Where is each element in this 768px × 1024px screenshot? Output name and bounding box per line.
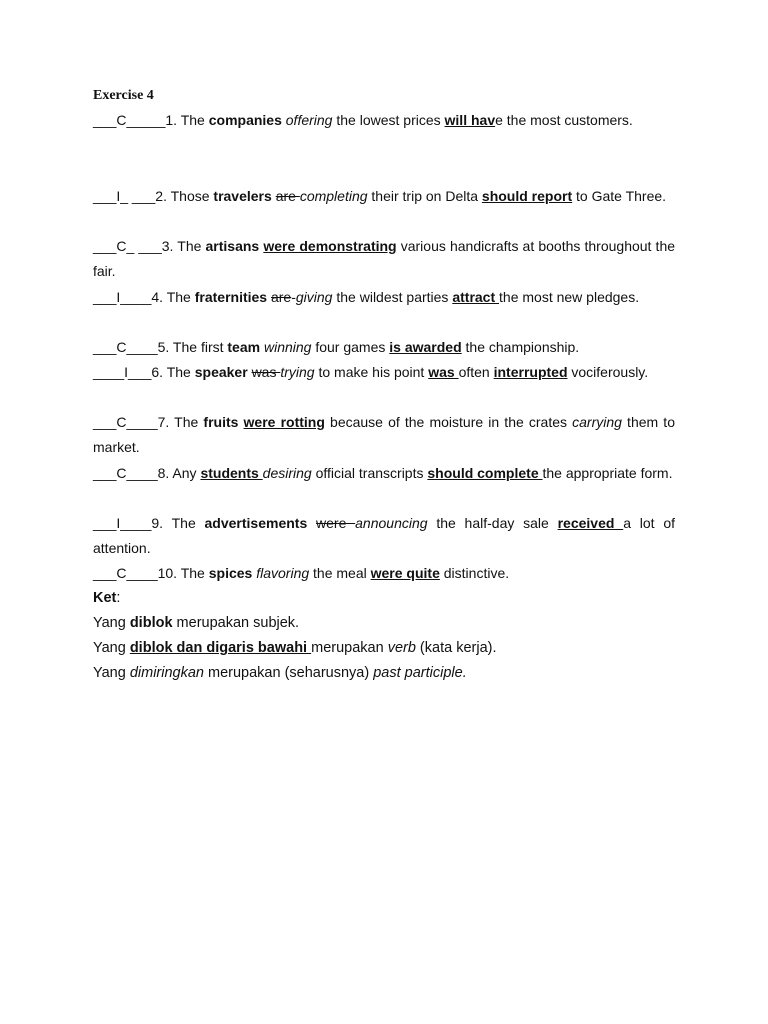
sentence-fragment: announcing xyxy=(355,515,428,531)
ket-colon: : xyxy=(116,590,121,606)
sentence-fragment: fraternities xyxy=(194,289,268,305)
exercise-item-5: ___C____5. The first team winning four games is awarded the championship. xyxy=(93,339,580,355)
sentence-fragment: are xyxy=(270,289,292,305)
sentence-fragment: should report xyxy=(481,188,573,204)
sentence-fragment: offering xyxy=(285,112,333,128)
sentence-fragment: trying xyxy=(280,364,315,380)
sentence-fragment: winning xyxy=(263,339,312,355)
exercise-item-4: ___I____4. The fraternities are-giving the wildest parties attract the most new pledges. xyxy=(93,289,640,305)
answer-blank: ___I____4. xyxy=(93,289,164,305)
answer-blank: ___C_____1. xyxy=(93,112,178,128)
ket-line-1: Yang diblok merupakan subjek. xyxy=(93,615,300,631)
sentence-fragment: received xyxy=(557,515,624,531)
sentence-fragment: was xyxy=(251,364,281,380)
sentence-fragment: giving xyxy=(295,289,333,305)
legend-fragment: past participle. xyxy=(373,665,467,681)
ket-heading xyxy=(93,586,675,611)
ket-label: Ket xyxy=(93,590,117,606)
answer-blank: ___I_ ___2. xyxy=(93,188,167,204)
sentence-fragment: completing xyxy=(299,188,368,204)
sentence-fragment: are xyxy=(275,188,300,204)
answer-blank: ___I____9. xyxy=(93,515,164,531)
sentence-fragment: spices xyxy=(208,565,253,581)
answer-blank: ____I___6. xyxy=(93,364,164,380)
exercise-item-7: ___C____7. The fruits were rotting because of the moisture in the crates carrying them to market. xyxy=(93,414,675,455)
ket-line-2: Yang diblok dan digaris bawahi merupakan verb (kata kerja). xyxy=(93,640,497,656)
sentence-fragment: desiring xyxy=(262,465,312,481)
answer-blank: ___C_ ___3. xyxy=(93,238,174,254)
answer-blank: ___C____7. xyxy=(93,414,170,430)
sentence-fragment: speaker xyxy=(194,364,248,380)
sentence-fragment: is awarded xyxy=(389,339,462,355)
sentence-fragment: were quite xyxy=(370,565,440,581)
sentence-fragment: were demonstrating xyxy=(263,238,397,254)
legend-fragment: dimiringkan xyxy=(129,665,204,681)
exercise-item-9: ___I____9. The advertisements were announcing the half-day sale received a lot of attention. xyxy=(93,515,676,556)
sentence-fragment: were rotting xyxy=(243,414,325,430)
ket-line-3: Yang dimiringkan merupakan (seharusnya) past participle. xyxy=(93,665,467,681)
legend-fragment: verb xyxy=(387,640,416,656)
sentence-fragment: artisans xyxy=(205,238,260,254)
exercise-item-3: ___C_ ___3. The artisans were demonstrating various handicrafts at booths throughout the fair. xyxy=(93,238,676,279)
sentence-fragment: attract xyxy=(452,289,500,305)
exercise-title: Exercise 4 xyxy=(93,88,154,103)
sentence-fragment: companies xyxy=(208,112,282,128)
answer-blank: ___C____8. xyxy=(93,465,170,481)
sentence-fragment: team xyxy=(227,339,261,355)
exercise-item-2: ___I_ ___2. Those travelers are completing their trip on Delta should report to Gate Three. xyxy=(93,188,667,204)
sentence-fragment: fruits xyxy=(203,414,239,430)
sentence-fragment: was xyxy=(428,364,459,380)
exercise-item-10: ___C____10. The spices flavoring the meal were quite distinctive. xyxy=(93,565,510,581)
sentence-fragment: flavoring xyxy=(256,565,310,581)
sentence-fragment: advertisements xyxy=(204,515,308,531)
legend-fragment: diblok dan digaris bawahi xyxy=(129,640,312,656)
sentence-fragment: should complete xyxy=(427,465,543,481)
exercise-item-8: ___C____8. Any students desiring official transcripts should complete the appropriate form. xyxy=(93,465,673,481)
sentence-fragment: will hav xyxy=(444,112,496,128)
sentence-fragment: students xyxy=(200,465,263,481)
sentence-fragment: carrying xyxy=(572,414,622,430)
sentence-fragment: were xyxy=(316,515,356,531)
sentence-fragment: interrupted xyxy=(493,364,568,380)
exercise-item-6: ____I___6. The speaker was trying to make his point was often interrupted vociferously. xyxy=(93,364,649,380)
legend-fragment: diblok xyxy=(129,615,173,631)
answer-blank: ___C____10. xyxy=(93,565,178,581)
answer-blank: ___C____5. xyxy=(93,339,170,355)
exercise-item-1: ___C_____1. The companies offering the lowest prices will have the most customers. xyxy=(93,112,633,128)
sentence-fragment: travelers xyxy=(213,188,272,204)
